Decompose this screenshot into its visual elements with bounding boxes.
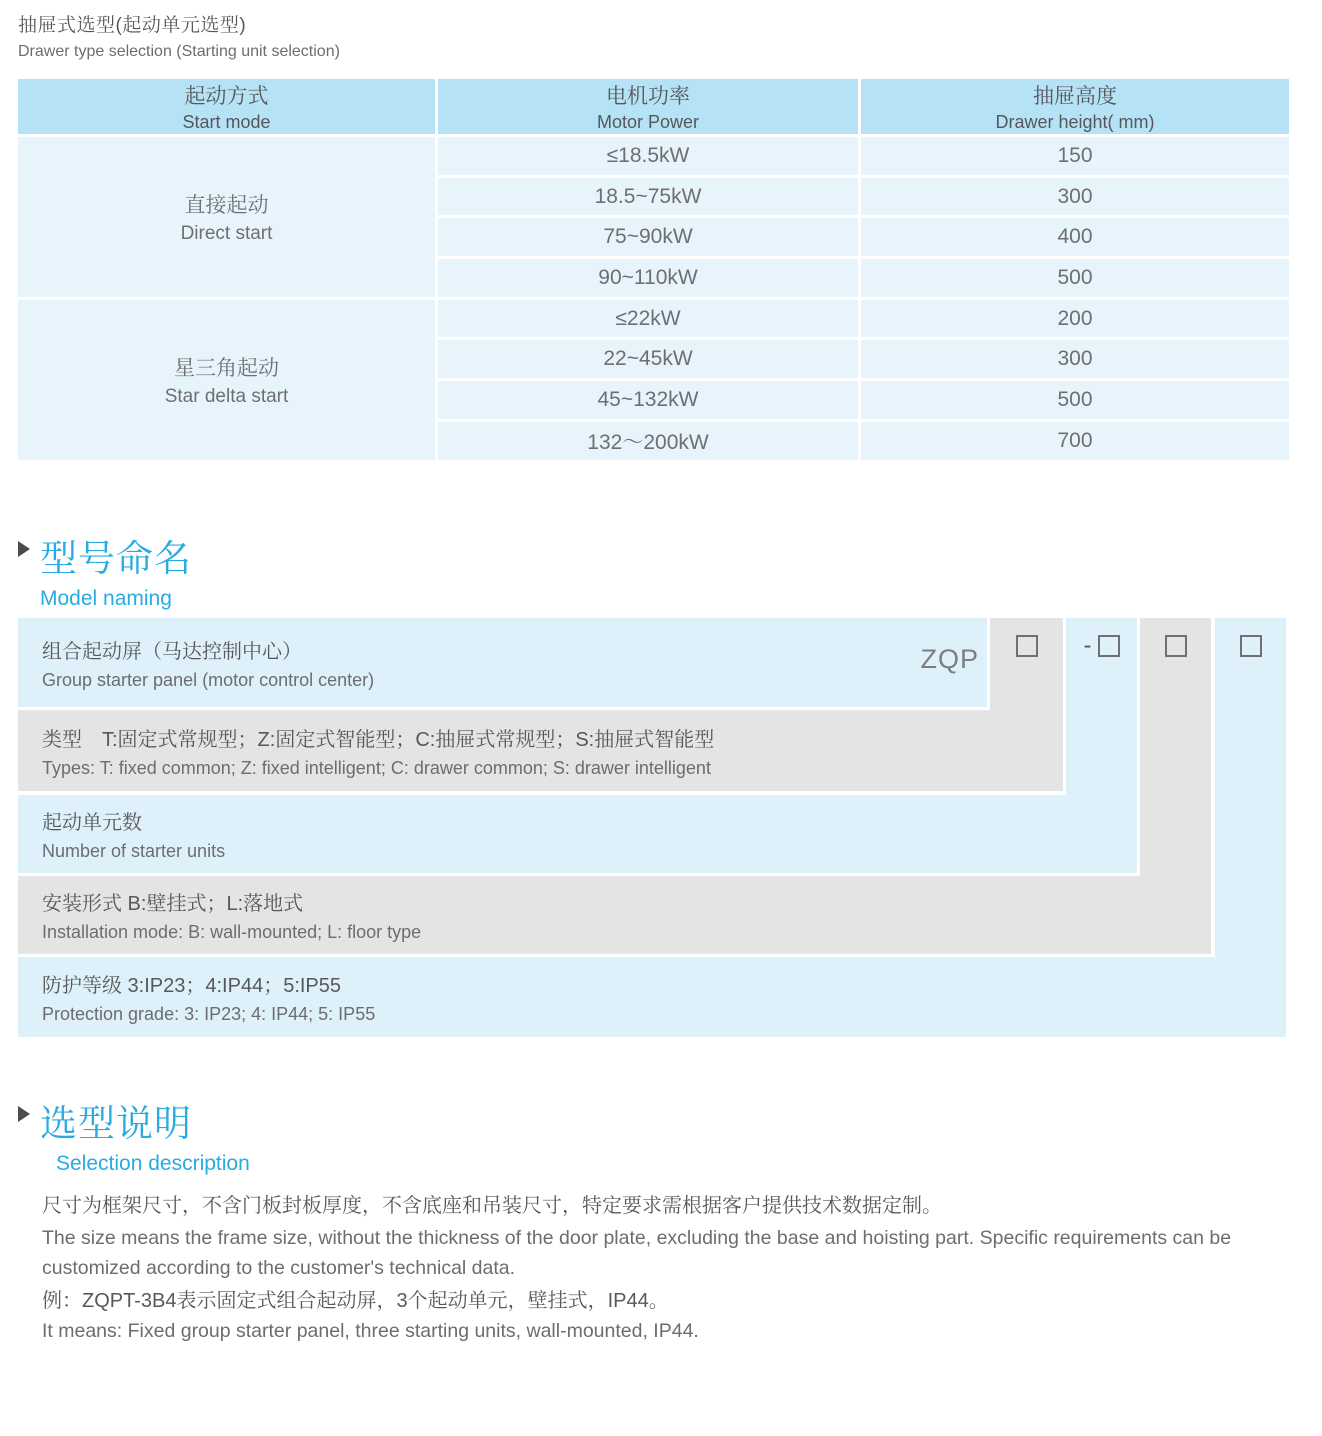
column-header-drawer-height [861, 79, 1289, 134]
code-column-type [990, 618, 1063, 791]
code-separator-dash: - [1083, 632, 1092, 659]
table-cell-height: 300 [861, 340, 1289, 378]
table-cell-power: 90~110kW [438, 259, 858, 297]
table-cell-power: ≤18.5kW [438, 137, 858, 175]
star-delta-start-en: Star delta start [164, 385, 289, 407]
naming-row-zh: 起动单元数 [42, 812, 142, 834]
section-heading-selection-description [18, 1093, 250, 1176]
drawer-selection-table [18, 79, 1289, 460]
table-cell-height: 700 [861, 422, 1289, 460]
model-naming-heading-en: Model naming [40, 587, 172, 610]
star-delta-start-zh: 星三角起动 [174, 356, 279, 380]
page-title-zh: 抽屉式选型(起动单元选型) [18, 15, 247, 36]
code-placeholder-box [1016, 635, 1038, 657]
naming-row-en: Group starter panel (motor control center) [42, 669, 375, 690]
table-cell-power: 75~90kW [438, 218, 858, 256]
column-header-start-mode-zh: 起动方式 [184, 85, 269, 108]
column-header-drawer-height-en: Drawer height( mm) [995, 112, 1155, 132]
page-title-en: Drawer type selection (Starting unit selection) [18, 43, 340, 60]
column-header-motor-power [438, 79, 858, 134]
selection-description-heading-zh: 选型说明 [40, 1103, 192, 1144]
page-title [18, 10, 340, 61]
table-cell-power: 18.5~75kW [438, 178, 858, 216]
selection-description-heading-en: Selection description [56, 1152, 250, 1175]
model-naming-heading-zh: 型号命名 [40, 538, 192, 579]
example-line-zh: 例：ZQPT-3B4表示固定式组合起动屏，3个起动单元，壁挂式，IP44。 [42, 1290, 669, 1313]
code-column-installation-mode [1140, 618, 1211, 954]
section-heading-model-naming [18, 528, 192, 611]
description-line-zh: 尺寸为框架尺寸，不含门板封板厚度，不含底座和吊装尺寸，特定要求需根据客户提供技术数据定制。 [42, 1195, 942, 1217]
code-placeholder-box [1240, 635, 1262, 657]
column-header-start-mode [18, 79, 435, 134]
start-mode-cell-direct-start [18, 137, 435, 297]
table-cell-height: 150 [861, 137, 1289, 175]
table-cell-power: 132～200kW [438, 422, 858, 460]
model-naming-diagram [18, 618, 1289, 1037]
direct-start-zh: 直接起动 [184, 193, 269, 217]
code-placeholder-box [1165, 635, 1187, 657]
naming-row-zh: 类型 T:固定式常规型；Z:固定式智能型；C:抽屉式常规型；S:抽屉式智能型 [42, 728, 715, 751]
naming-row-starter-units [18, 795, 1137, 873]
naming-row-zh: 防护等级 3:IP23；4:IP44；5:IP55 [42, 975, 342, 997]
naming-row-zh: 组合起动屏（马达控制中心） [42, 640, 302, 663]
code-placeholder-box [1098, 635, 1120, 657]
table-cell-power: ≤22kW [438, 300, 858, 338]
start-mode-cell-star-delta-start [18, 300, 435, 460]
table-cell-power: 45~132kW [438, 381, 858, 419]
section-arrow-icon [18, 1106, 30, 1122]
naming-row-protection-grade [18, 957, 1286, 1037]
section-arrow-icon [18, 541, 30, 557]
column-header-motor-power-en: Motor Power [596, 112, 700, 132]
naming-row-zh: 安装形式 B:壁挂式；L:落地式 [42, 893, 304, 915]
naming-row-en: Number of starter units [42, 841, 226, 861]
naming-row-installation-mode [18, 876, 1211, 954]
naming-row-group-starter-panel [18, 618, 987, 707]
example-line-en: It means: Fixed group starter panel, three starting units, wall-mounted, IP44. [42, 1320, 699, 1343]
table-cell-height: 300 [861, 178, 1289, 216]
naming-row-en: Types: T: fixed common; Z: fixed intelligent; C: drawer common; S: drawer intelligent [42, 757, 711, 778]
column-header-motor-power-zh: 电机功率 [606, 85, 690, 108]
table-cell-height: 200 [861, 300, 1289, 338]
table-cell-height: 400 [861, 218, 1289, 256]
table-cell-power: 22~45kW [438, 340, 858, 378]
code-column-starter-units [1066, 618, 1137, 873]
table-cell-height: 500 [861, 381, 1289, 419]
naming-row-en: Protection grade: 3: IP23; 4: IP44; 5: IP55 [42, 1004, 376, 1024]
selection-description-body [42, 1192, 1292, 1347]
naming-row-types [18, 710, 1063, 791]
code-column-protection-grade [1215, 618, 1286, 1037]
direct-start-en: Direct start [180, 222, 273, 244]
naming-row-en: Installation mode: B: wall-mounted; L: floor type [42, 922, 422, 942]
column-header-start-mode-en: Start mode [182, 112, 271, 132]
table-cell-height: 500 [861, 259, 1289, 297]
column-header-drawer-height-zh: 抽屉高度 [1033, 85, 1117, 108]
description-line-en: The size means the frame size, without the thickness of the door plate, excluding the base and hoisting part. Specific requirements can be customized according to the customer's technical data. [42, 1227, 1232, 1280]
model-code-prefix: ZQP [920, 644, 979, 674]
